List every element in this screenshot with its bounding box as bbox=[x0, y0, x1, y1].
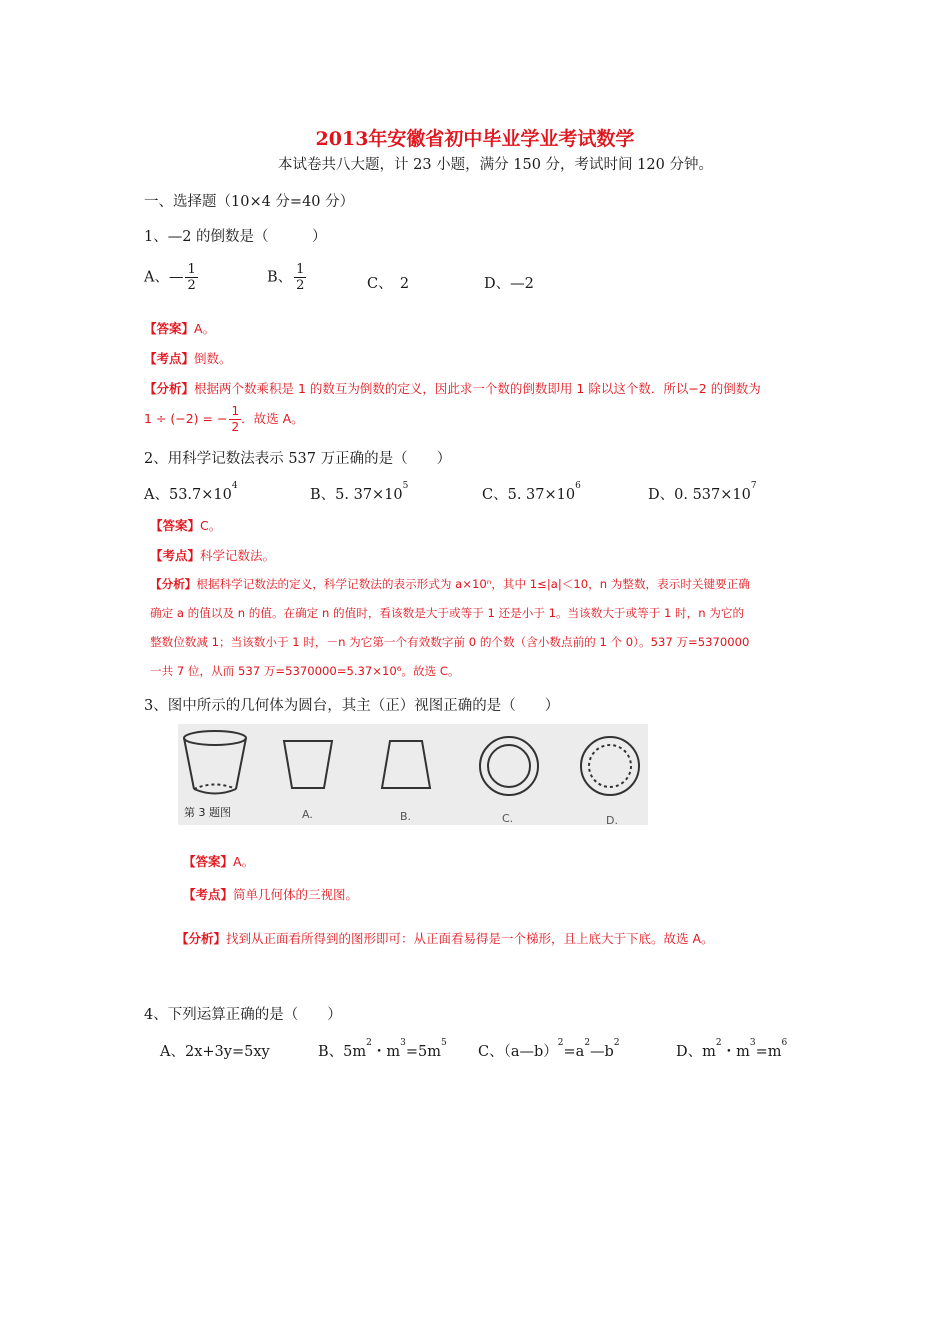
q2-option-c bbox=[482, 483, 581, 504]
q1-option-b-fraction bbox=[294, 262, 306, 293]
q2-analysis-text-1: 根据科学记数法的定义，科学记数法的表示形式为 a×10ⁿ，其中 1≤|a|＜10，n 为整数，表示时关键要正确 bbox=[196, 577, 750, 591]
question-4-stem: 4、下列运算正确的是（ ） bbox=[144, 1007, 342, 1023]
figure-label-d: D. bbox=[606, 814, 618, 825]
q4-b-part: B、5m bbox=[318, 1044, 367, 1060]
q1-analysis-numerator: 1 bbox=[231, 404, 240, 418]
q2-knowledge-point bbox=[150, 546, 275, 564]
frustum-icon bbox=[184, 731, 246, 794]
q1-answer bbox=[144, 319, 215, 337]
q2-analysis-line-2: 确定 a 的值以及 n 的值。在确定 n 的值时，看该数是大于或等于 1 还是小于 1。当该数大于或等于 1 时，n 为它的 bbox=[150, 606, 745, 620]
exam-instructions: 本试卷共八大题，计 23 小题，满分 150 分，考试时间 120 分钟。 bbox=[278, 157, 713, 173]
question-3-stem: 3、图中所示的几何体为圆台，其主（正）视图正确的是（ ） bbox=[144, 698, 560, 714]
q4-option-a: A、2x+3y=5xy bbox=[160, 1044, 270, 1060]
option-d-circles bbox=[581, 737, 639, 795]
option-c-circles bbox=[480, 737, 538, 795]
figure-label-a: A. bbox=[302, 808, 313, 821]
q1-option-a-fraction bbox=[185, 262, 197, 293]
q1-option-d: D、—2 bbox=[484, 276, 534, 292]
q1-analysis-denominator: 2 bbox=[231, 420, 240, 434]
q3-figure-drawing bbox=[178, 724, 648, 825]
q1-analysis-line-2 bbox=[144, 404, 304, 435]
figure-label-c: C. bbox=[502, 812, 514, 825]
q4-b-part: ・m bbox=[371, 1044, 401, 1060]
option-b-trapezoid bbox=[382, 741, 430, 788]
q3-answer-value: A。 bbox=[233, 854, 255, 869]
q1-b-denominator: 2 bbox=[296, 278, 305, 293]
answer-tag: 【答案】 bbox=[183, 854, 234, 869]
q4-b-exp: 3 bbox=[400, 1038, 406, 1048]
q4-c-exp: 2 bbox=[584, 1038, 591, 1048]
q2-option-d bbox=[648, 483, 757, 504]
question-2-stem: 2、用科学记数法表示 537 万正确的是（ ） bbox=[144, 451, 452, 467]
q4-b-exp: 2 bbox=[366, 1038, 372, 1048]
q3-analysis-text: 找到从正面看所得到的图形即可：从正面看易得是一个梯形，且上底大于下底。故选 A。 bbox=[226, 931, 714, 946]
q2-b-exponent: 5 bbox=[402, 481, 409, 491]
q1-option-a bbox=[144, 262, 198, 293]
q4-d-exp: 2 bbox=[715, 1038, 722, 1048]
q2-c-exponent: 6 bbox=[575, 481, 581, 491]
q1-a-denominator: 2 bbox=[187, 278, 196, 293]
answer-tag: 【答案】 bbox=[144, 321, 195, 336]
question-1-stem: 1、—2 的倒数是（ ） bbox=[144, 229, 327, 245]
q4-d-part: =m bbox=[755, 1044, 782, 1060]
q3-answer bbox=[183, 852, 254, 870]
q1-analysis-line-1 bbox=[144, 379, 761, 397]
q4-c-part: C、（a—b） bbox=[478, 1044, 558, 1060]
q1-knowledge-point bbox=[144, 349, 232, 367]
q2-d-base: D、0. 537×10 bbox=[648, 487, 751, 503]
q3-point-value: 简单几何体的三视图。 bbox=[233, 887, 359, 902]
q4-c-part: —b bbox=[590, 1044, 614, 1060]
q4-c-exp: 2 bbox=[557, 1038, 564, 1048]
section-heading: 一、选择题（10×4 分=40 分） bbox=[144, 194, 355, 210]
analysis-tag: 【分析】 bbox=[144, 381, 195, 396]
q1-analysis-fraction bbox=[229, 404, 241, 435]
q1-point-value: 倒数。 bbox=[194, 351, 232, 366]
q2-analysis-line-3: 整数位数减 1；当该数小于 1 时，－n 为它第一个有效数字前 0 的个数（含小数点前的 1 个 0）。537 万=5370000 bbox=[150, 635, 750, 649]
q2-answer-value: C。 bbox=[200, 518, 222, 533]
page-title: 2013年安徽省初中毕业学业考试数学 bbox=[315, 128, 635, 150]
q1-option-a-prefix: A、— bbox=[144, 269, 184, 286]
q1-b-numerator: 1 bbox=[296, 262, 305, 277]
q1-analysis-conclusion: ．故选 A。 bbox=[241, 411, 304, 426]
q2-analysis-line-1 bbox=[150, 576, 750, 592]
q3-knowledge-point bbox=[183, 885, 358, 903]
q4-option-d bbox=[676, 1040, 787, 1061]
q2-c-base: C、5. 37×10 bbox=[482, 487, 576, 503]
q1-analysis-formula: 1 ÷ (−2) = − bbox=[144, 411, 228, 426]
q1-answer-value: A。 bbox=[194, 321, 216, 336]
q3-analysis bbox=[176, 929, 714, 947]
q4-option-b bbox=[318, 1040, 447, 1061]
figure-label-b: B. bbox=[400, 810, 412, 823]
q2-option-b bbox=[310, 483, 408, 504]
q4-option-c bbox=[478, 1040, 620, 1061]
point-tag: 【考点】 bbox=[183, 887, 234, 902]
q4-d-exp: 3 bbox=[749, 1038, 756, 1048]
q4-d-part: ・m bbox=[721, 1044, 750, 1060]
q2-analysis-line-4: 一共 7 位，从而 537 万=5370000=5.37×10⁶。故选 C。 bbox=[150, 664, 460, 678]
point-tag: 【考点】 bbox=[150, 548, 201, 563]
q1-option-b-prefix: B、 bbox=[267, 269, 293, 286]
q2-b-base: B、5. 37×10 bbox=[310, 487, 403, 503]
q3-figure bbox=[178, 724, 648, 825]
figure-caption: 第 3 题图 bbox=[184, 806, 231, 819]
q4-c-exp: 2 bbox=[613, 1038, 620, 1048]
q4-d-exp: 6 bbox=[781, 1038, 788, 1048]
q2-option-a bbox=[144, 483, 238, 504]
q4-b-part: =5m bbox=[405, 1044, 441, 1060]
q1-option-c: C、 2 bbox=[367, 276, 410, 292]
q1-option-b bbox=[267, 262, 306, 293]
option-a-trapezoid bbox=[284, 741, 332, 788]
q4-b-exp: 5 bbox=[440, 1038, 447, 1048]
q2-a-base: A、53.7×10 bbox=[144, 487, 232, 503]
q1-analysis-text: 根据两个数乘积是 1 的数互为倒数的定义，因此求一个数的倒数即用 1 除以这个数．所以−2 的倒数为 bbox=[194, 381, 761, 396]
q2-point-value: 科学记数法。 bbox=[200, 548, 276, 563]
q2-a-exponent: 4 bbox=[231, 481, 238, 491]
analysis-tag: 【分析】 bbox=[176, 931, 227, 946]
q2-d-exponent: 7 bbox=[750, 481, 757, 491]
analysis-tag: 【分析】 bbox=[150, 577, 197, 591]
q4-c-part: =a bbox=[563, 1044, 585, 1060]
q1-a-numerator: 1 bbox=[187, 262, 196, 277]
q2-answer bbox=[150, 516, 221, 534]
point-tag: 【考点】 bbox=[144, 351, 195, 366]
q4-d-part: D、m bbox=[676, 1044, 716, 1060]
answer-tag: 【答案】 bbox=[150, 518, 201, 533]
